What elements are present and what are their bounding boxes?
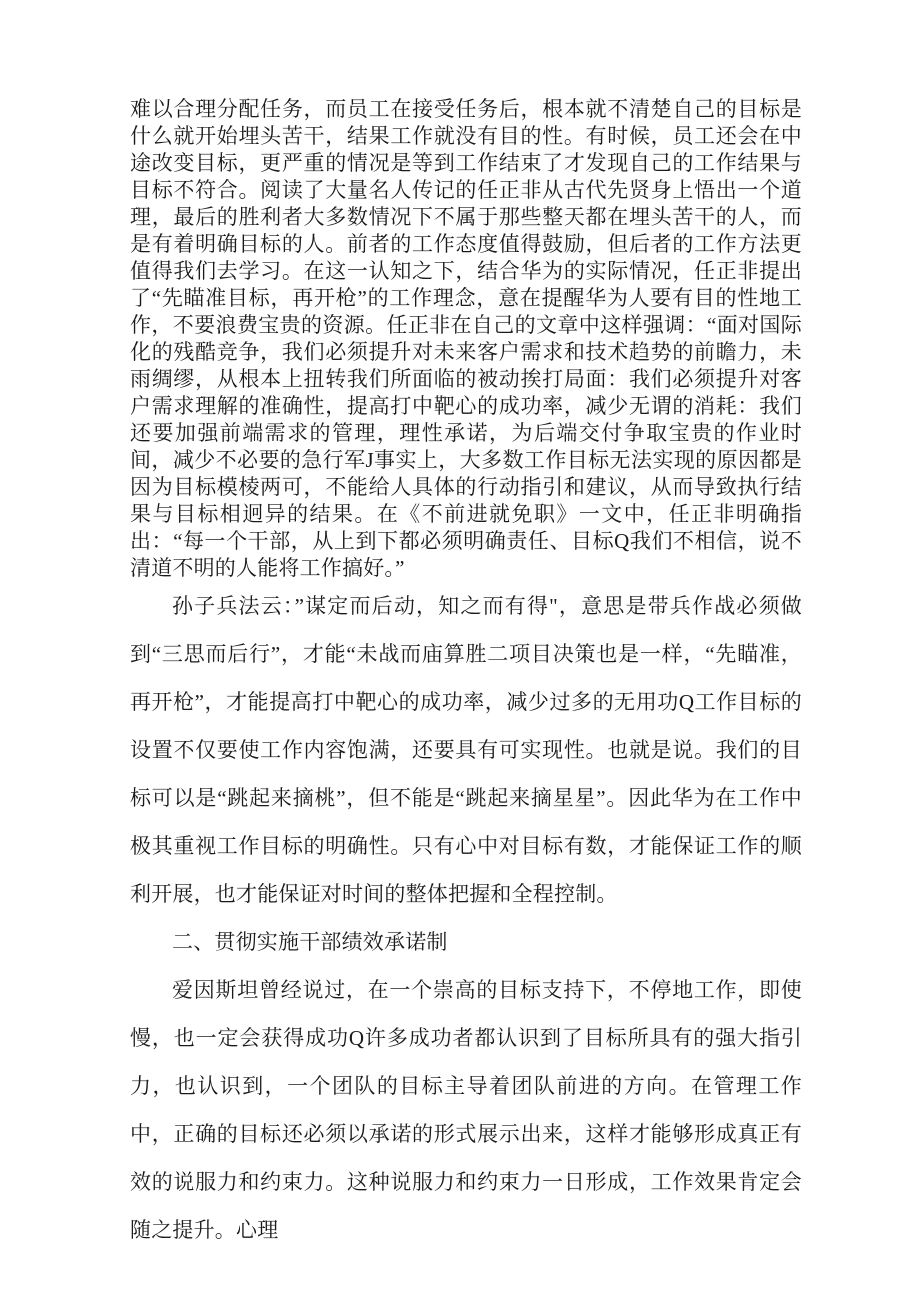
paragraph-einstein: 爱因斯坦曾经说过，在一个崇高的目标支持下，不停地工作，即使慢，也一定会获得成功Q许多成功者都认识到了目标所具有的强大指引力，也认识到，一个团队的目标主导着团队前进的方向。在管理工作中，正确的目标还必须以承诺的形式展示出来，这样才能够形成真正有效的说服力和约束力。这种说服力和约束力一日形成，工作效果肯定会随之提升。心理 (130, 978, 802, 1242)
paragraph-sunzi: 孙子兵法云：”谋定而后动，知之而有得"，意思是带兵作战必须做到“三思而后行”，才能“未战而庙算胜二项目决策也是一样，“先瞄准，再开枪”，才能提高打中靶心的成功率，减少过多的无用功Q工作目标的设置不仅要使工作内容饱满，还要具有可实现性。也就是说。我们的目标可以是“跳起来摘桃”，但不能是“跳起来摘星星”。因此华为在工作中极其重视工作目标的明确性。只有心中对目标有数，才能保证工作的顺利开展，也才能保证对时间的整体把握和全程控制。 (130, 594, 802, 906)
paragraph-body-continuation: 难以合理分配任务，而员工在接受任务后，根本就不清楚自己的目标是什么就开始埋头苦干，结果工作就没有目的性。有时候，员工还会在中途改变目标，更严重的情况是等到工作结束了才发现自己的工作结果与目标不符合。阅读了大量名人传记的任正非从古代先贤身上悟出一个道理，最后的胜利者大多数情况下不属于那些整天都在埋头苦干的人，而是有着明确目标的人。前者的工作态度值得鼓励，但后者的工作方法更值得我们去学习。在这一认知之下，结合华为的实际情况，任正非提出了“先瞄准目标，再开枪”的工作理念，意在提醒华为人要有目的性地工作，不要浪费宝贵的资源。任正非在自己的文章中这样强调：“面对国际化的残酷竞争，我们必须提升对未来客户需求和技术趋势的前瞻力，未雨绸缪，从根本上扭转我们所面临的被动挨打局面：我们必须提升对客户需求理解的准确性，提高打中靶心的成功率，减少无谓的消耗：我们还要加强前端需求的管理，理性承诺，为后端交付争取宝贵的作业时间，减少不必要的急行军J事实上，大多数工作目标无法实现的原因都是因为目标模棱两可，不能给人具体的行动指引和建议，从而导致执行结果与目标相迥异的结果。在《不前进就免职》一文中，任正非明确指出：“每一个干部，从上到下都必须明确责任、目标Q我们不相信，说不清道不明的人能将工作搞好。” (130, 97, 802, 580)
section-heading: 二、贯彻实施干部绩效承诺制 (172, 930, 448, 954)
